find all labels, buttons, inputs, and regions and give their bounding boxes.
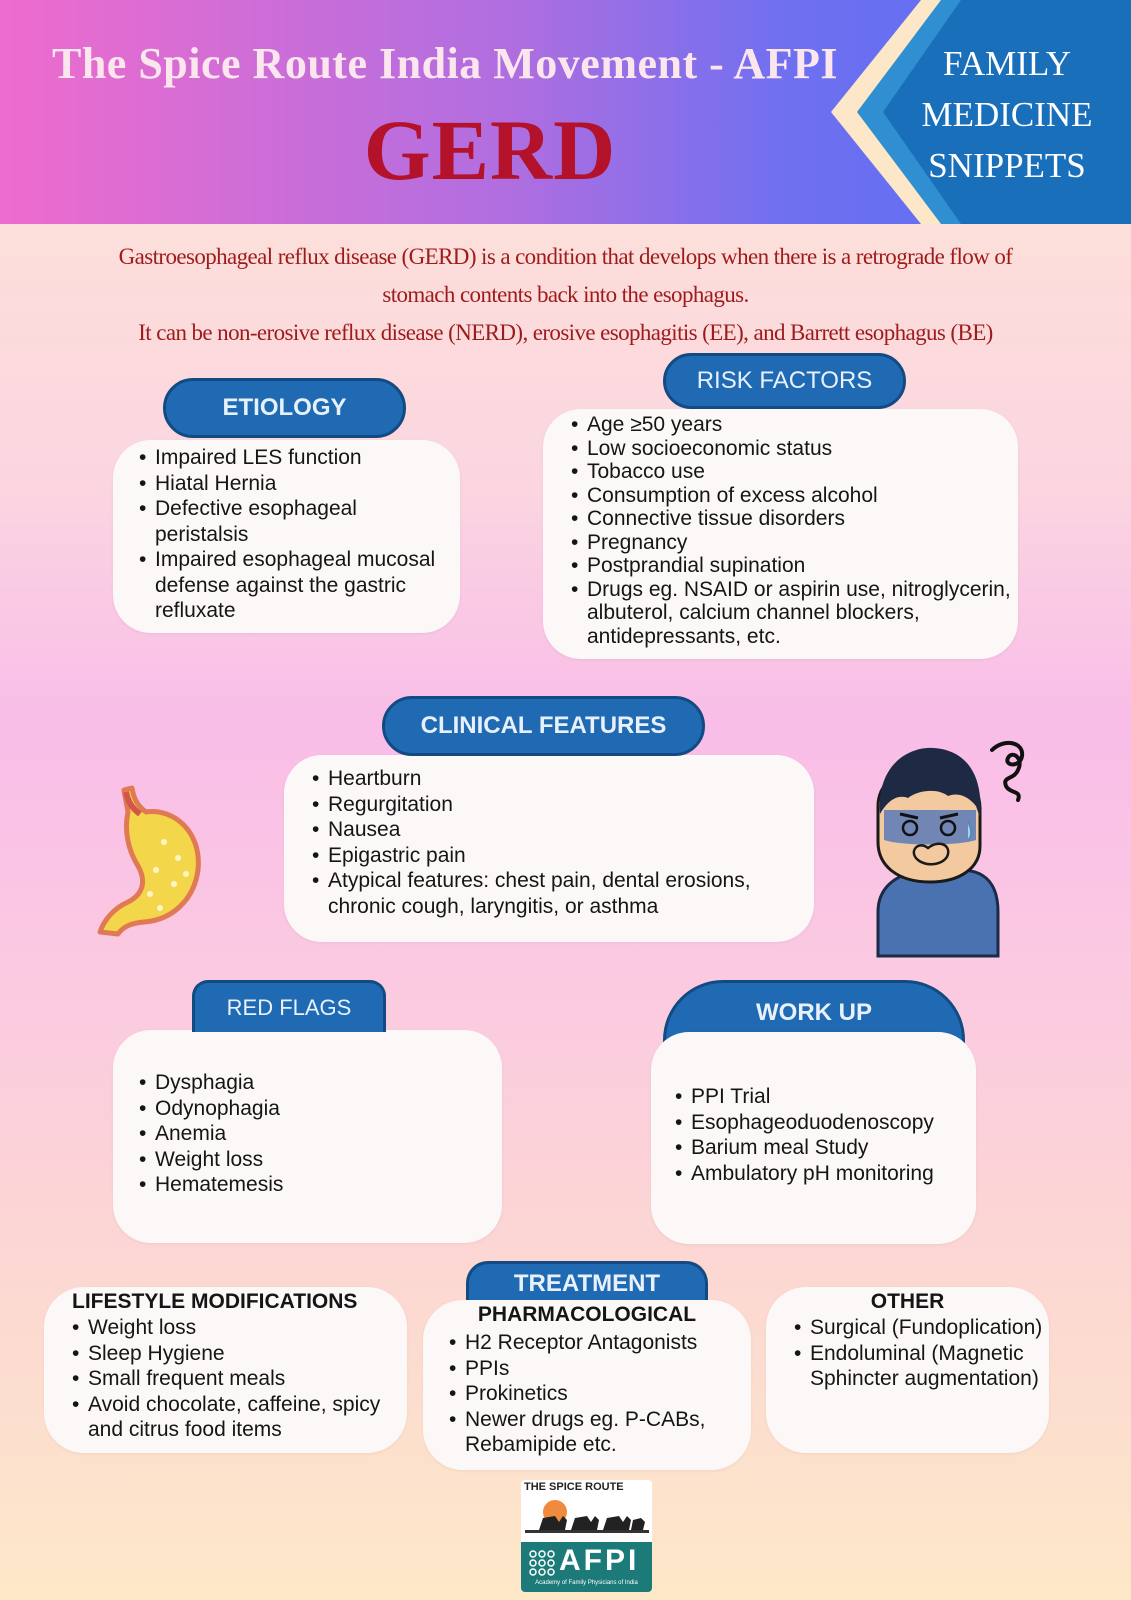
clinical-features-card [284, 755, 814, 942]
etiology-heading: ETIOLOGY [163, 378, 406, 438]
work-up-item: • Barium meal Study [675, 1135, 975, 1161]
pharmacological-item: • PPIs [449, 1356, 749, 1382]
pharmacological-card [423, 1300, 751, 1470]
badge-line-2: MEDICINE [921, 95, 1093, 134]
badge-line-1: FAMILY [942, 44, 1072, 83]
badge-line-3: SNIPPETS [928, 146, 1086, 185]
work-up-item: • Ambulatory pH monitoring [675, 1161, 975, 1187]
clinical-feature-item: • Regurgitation [312, 792, 807, 818]
sick-person-illustration [868, 736, 1046, 962]
clinical-feature-item: • Nausea [312, 817, 807, 843]
work-up-card [651, 1032, 976, 1244]
dot-grid-icon [529, 1550, 555, 1576]
etiology-item: • Impaired esophageal mucosal defense against the gastric refluxate [139, 547, 449, 624]
stomach-illustration [94, 782, 210, 942]
clinical-features-heading: CLINICAL FEATURES [382, 696, 705, 756]
red-flag-item: • Hematemesis [139, 1172, 489, 1198]
spice-route-label: THE SPICE ROUTE [524, 1481, 624, 1493]
clinical-feature-item: • Atypical features: chest pain, dental erosions, chronic cough, laryngitis, or asthma [312, 868, 807, 919]
pharmacological-item: • Newer drugs eg. P-CABs, Rebamipide etc. [449, 1407, 749, 1458]
lifestyle-heading: LIFESTYLE MODIFICATIONS [72, 1290, 358, 1313]
lifestyle-card [44, 1287, 407, 1453]
clinical-feature-item: • Epigastric pain [312, 843, 807, 869]
intro-line-3: It can be non-erosive reflux disease (NERD), erosive esophagitis (EE), and Barrett esophagus (BE) [138, 320, 993, 345]
risk-factor-item: • Low socioeconomic status [571, 437, 1011, 461]
clinical-feature-item: • Heartburn [312, 766, 807, 792]
red-flag-item: • Dysphagia [139, 1070, 489, 1096]
snippets-badge [907, 38, 1107, 191]
intro-line-2: stomach contents back into the esophagus. [382, 282, 749, 307]
afpi-wordmark: AFPI [559, 1544, 640, 1577]
risk-factors-heading: RISK FACTORS [663, 353, 906, 409]
other-treatment-item: • Surgical (Fundoplication) [794, 1315, 1044, 1341]
red-flag-item: • Weight loss [139, 1147, 489, 1173]
risk-factors-card [543, 409, 1018, 659]
lifestyle-item: • Small frequent meals [72, 1366, 407, 1392]
red-flag-item: • Odynophagia [139, 1096, 489, 1122]
work-up-heading-label: WORK UP [756, 999, 872, 1026]
other-treatment-item: • Endoluminal (Magnetic Sphincter augmentation) [794, 1341, 1044, 1392]
other-treatment-heading: OTHER [870, 1290, 945, 1313]
camel-caravan-icon [525, 1494, 649, 1538]
afpi-badge [521, 1542, 652, 1592]
risk-factor-item: • Connective tissue disorders [571, 507, 1011, 531]
pharmacological-heading: PHARMACOLOGICAL [477, 1303, 697, 1326]
red-flag-item: • Anemia [139, 1121, 489, 1147]
work-up-item: • PPI Trial [675, 1084, 975, 1110]
org-title: The Spice Route India Movement - AFPI [51, 39, 839, 88]
red-flags-card [113, 1030, 502, 1243]
risk-factor-item: • Postprandial supination [571, 554, 1011, 578]
header-banner [0, 0, 1131, 224]
pharmacological-item: • H2 Receptor Antagonists [449, 1330, 749, 1356]
risk-factor-item: • Drugs eg. NSAID or aspirin use, nitroglycerin, albuterol, calcium channel blockers, antidepressants, etc. [571, 578, 1011, 649]
etiology-card [113, 440, 460, 633]
lifestyle-item: • Weight loss [72, 1315, 407, 1341]
risk-factor-item: • Consumption of excess alcohol [571, 484, 1011, 508]
other-treatment-card [766, 1287, 1049, 1453]
pharmacological-item: • Prokinetics [449, 1381, 749, 1407]
work-up-item: • Esophageoduodenoscopy [675, 1110, 975, 1136]
intro-line-1: Gastroesophageal reflux disease (GERD) is a condition that develops when there is a retrograde flow of [118, 244, 1013, 269]
etiology-item: • Defective esophageal peristalsis [139, 496, 449, 547]
afpi-logo [521, 1480, 652, 1592]
etiology-item: • Hiatal Hernia [139, 471, 449, 497]
treatment-heading: TREATMENT [466, 1261, 708, 1303]
lifestyle-item: • Sleep Hygiene [72, 1341, 407, 1367]
spice-route-logo [521, 1480, 652, 1540]
risk-factor-item: • Tobacco use [571, 460, 1011, 484]
intro-text [10, 238, 1121, 352]
lifestyle-item: • Avoid chocolate, caffeine, spicy and citrus food items [72, 1392, 407, 1443]
risk-factor-item: • Pregnancy [571, 531, 1011, 555]
etiology-item: • Impaired LES function [139, 445, 449, 471]
risk-factor-item: • Age ≥50 years [571, 413, 1011, 437]
afpi-subtitle: Academy of Family Physicians of India [535, 1580, 638, 1586]
page-title: GERD [363, 102, 617, 198]
red-flags-heading: RED FLAGS [192, 980, 386, 1032]
